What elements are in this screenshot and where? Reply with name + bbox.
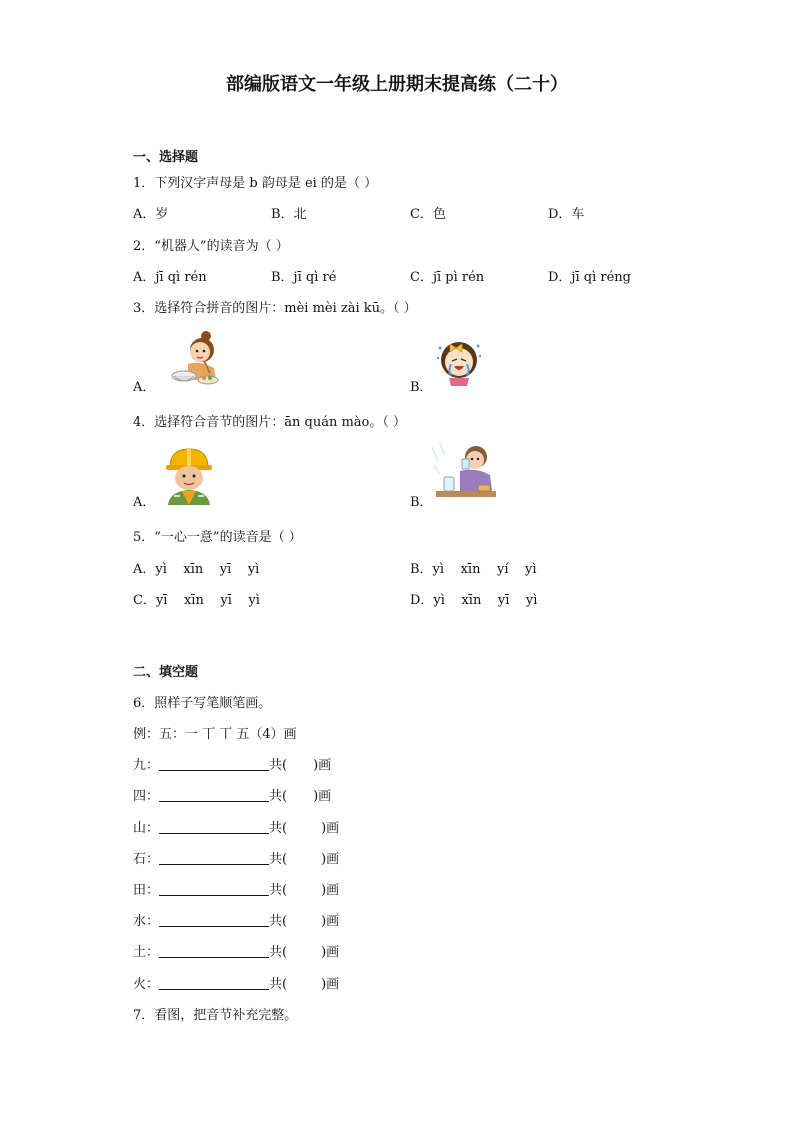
q2-stem: 2．“机器人”的读音为（ ） — [133, 239, 289, 254]
stroke-row — [133, 910, 339, 929]
stroke-order-blank[interactable] — [159, 945, 269, 958]
stroke-count-close: )画 — [313, 758, 332, 773]
stroke-row — [133, 879, 339, 898]
q4-option-b[interactable]: B． — [410, 495, 433, 510]
q6-example: 例：五：一 丅 丅 五（4）画 — [133, 727, 297, 742]
stroke-char: 九： — [133, 758, 160, 773]
stroke-count-open: 共( — [269, 914, 288, 929]
q3-option-a[interactable]: A． — [133, 380, 156, 395]
stroke-count-open: 共( — [269, 883, 288, 898]
stroke-count-close: )画 — [321, 821, 340, 836]
stroke-row — [133, 941, 339, 960]
stroke-count-open: 共( — [269, 852, 288, 867]
q7-stem: 7．看图，把音节补充完整。 — [133, 1008, 298, 1023]
girl-eating-icon[interactable] — [162, 328, 224, 388]
stroke-count-open: 共( — [269, 789, 288, 804]
stroke-count-open: 共( — [269, 758, 288, 773]
q4-stem: 4．选择符合音节的图片：ān quán mào。（ ） — [133, 415, 407, 430]
q2-option-c[interactable]: C．jī pì rén — [410, 270, 485, 285]
stroke-row — [133, 817, 339, 836]
q5-stem: 5．“一心一意”的读音是（ ） — [133, 530, 302, 545]
stroke-count-close: )画 — [321, 945, 340, 960]
stroke-row — [133, 848, 339, 867]
stroke-count-open: 共( — [269, 945, 288, 960]
q1-option-b[interactable]: B．北 — [271, 207, 307, 222]
stroke-count-close: )画 — [313, 789, 332, 804]
stroke-order-blank[interactable] — [159, 852, 269, 865]
stroke-order-blank[interactable] — [159, 758, 269, 771]
q4-option-a[interactable]: A． — [133, 495, 156, 510]
stroke-order-blank[interactable] — [159, 977, 269, 990]
stroke-row — [133, 973, 339, 992]
stroke-count-close: )画 — [321, 977, 340, 992]
stroke-char: 山： — [133, 821, 160, 836]
page-title: 部编版语文一年级上册期末提高练（二十） — [226, 74, 568, 95]
stroke-order-blank[interactable] — [159, 789, 269, 802]
q6-stem: 6．照样子写笔顺笔画。 — [133, 696, 272, 711]
stroke-count-open: 共( — [269, 977, 288, 992]
q3-stem: 3．选择符合拼音的图片：mèi mèi zài kū。（ ） — [133, 301, 417, 316]
q5-option-c[interactable]: C．yī xīn yī yì — [133, 593, 260, 608]
stroke-row — [133, 785, 331, 804]
stroke-count-close: )画 — [321, 914, 340, 929]
q1-option-a[interactable]: A．岁 — [133, 207, 169, 222]
boy-drinking-icon[interactable] — [430, 441, 498, 501]
stroke-order-blank[interactable] — [159, 821, 269, 834]
section-heading-fill: 二、填空题 — [133, 665, 199, 680]
girl-crying-icon[interactable] — [432, 334, 486, 388]
q1-option-c[interactable]: C．色 — [410, 207, 446, 222]
q5-option-d[interactable]: D．yì xīn yī yì — [410, 593, 538, 608]
q2-option-b[interactable]: B．jī qì ré — [271, 270, 337, 285]
stroke-row — [133, 754, 331, 773]
boy-hard-hat-icon[interactable] — [160, 445, 218, 505]
stroke-char: 水： — [133, 914, 160, 929]
q2-option-d[interactable]: D．jī qì réng — [548, 270, 631, 285]
q3-option-b[interactable]: B． — [410, 380, 433, 395]
q5-option-b[interactable]: B．yì xīn yí yì — [410, 562, 537, 577]
stroke-count-close: )画 — [321, 852, 340, 867]
stroke-count-open: 共( — [269, 821, 288, 836]
stroke-order-blank[interactable] — [159, 914, 269, 927]
stroke-char: 石： — [133, 852, 160, 867]
q1-option-d[interactable]: D．车 — [548, 207, 585, 222]
q5-option-a[interactable]: A．yì xīn yī yì — [133, 562, 260, 577]
section-heading-choice: 一、选择题 — [133, 150, 199, 165]
stroke-count-close: )画 — [321, 883, 340, 898]
stroke-char: 田： — [133, 883, 160, 898]
stroke-char: 火： — [133, 977, 160, 992]
q2-option-a[interactable]: A．jī qì rén — [133, 270, 207, 285]
stroke-order-blank[interactable] — [159, 883, 269, 896]
stroke-char: 土： — [133, 945, 160, 960]
q1-stem: 1．下列汉字声母是 b 韵母是 ei 的是（ ） — [133, 176, 378, 191]
stroke-char: 四： — [133, 789, 160, 804]
